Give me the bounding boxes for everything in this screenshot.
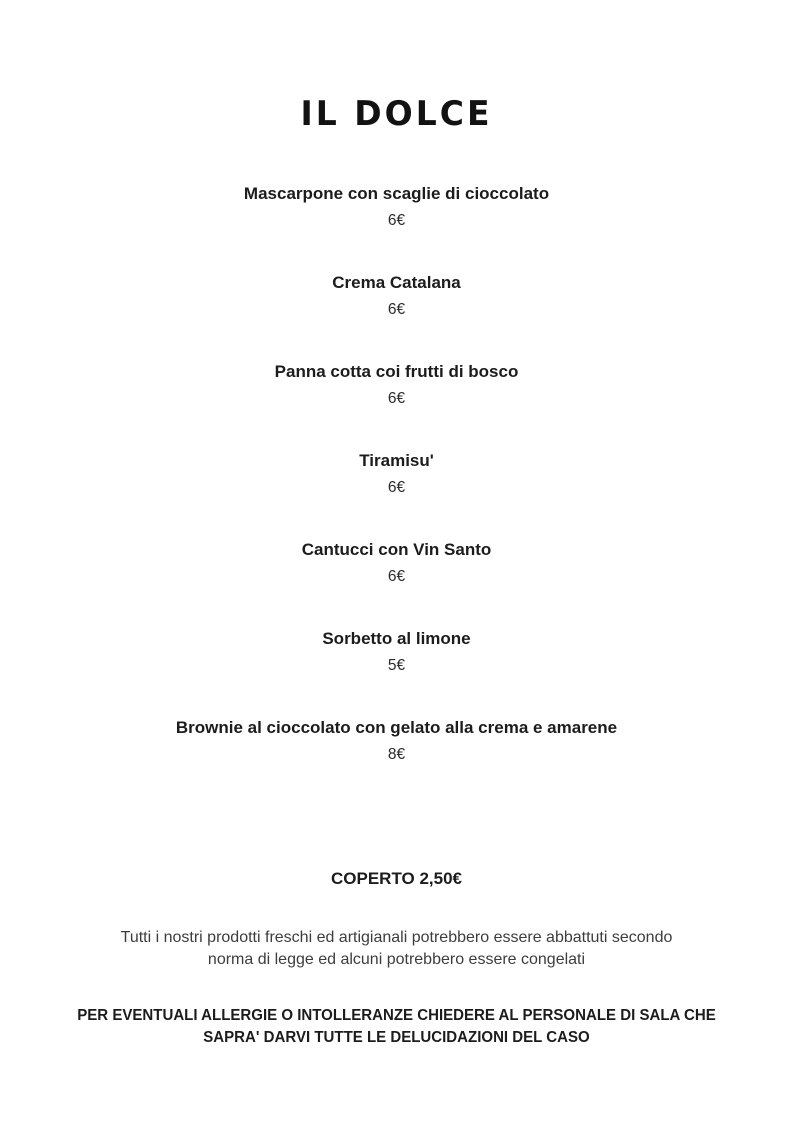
menu-item-price: 8€ (387, 746, 406, 763)
freshness-disclaimer (0, 927, 793, 971)
menu-item (0, 183, 793, 231)
menu-item (0, 717, 793, 765)
menu-item-price: 6€ (387, 212, 406, 229)
menu-item-name: Crema Catalana (332, 273, 461, 292)
page-title: IL DOLCE (300, 93, 493, 134)
menu-item-name: Tiramisu' (359, 451, 434, 470)
menu-item-price: 6€ (387, 479, 406, 496)
menu-item (0, 539, 793, 587)
disclaimer-line: norma di legge ed alcuni potrebbero essere congelati (207, 951, 586, 968)
menu-item (0, 272, 793, 320)
menu-item-name: Brownie al cioccolato con gelato alla crema e amarene (175, 718, 618, 737)
menu-item (0, 628, 793, 676)
allergy-notice (12, 1005, 781, 1049)
menu-item-name: Panna cotta coi frutti di bosco (274, 362, 519, 381)
menu-item (0, 361, 793, 409)
menu-item-name: Cantucci con Vin Santo (301, 540, 492, 559)
allergy-notice-line: SAPRA' DARVI TUTTE LE DELUCIDAZIONI DEL CASO (203, 1029, 590, 1046)
cover-charge-note: COPERTO 2,50€ (330, 869, 463, 888)
menu-item-name: Mascarpone con scaglie di cioccolato (243, 184, 550, 203)
menu-item-price: 6€ (387, 568, 406, 585)
menu-item-name: Sorbetto al limone (322, 629, 471, 648)
disclaimer-line: Tutti i nostri prodotti freschi ed artigianali potrebbero essere abbattuti secondo (120, 929, 673, 946)
menu-item (0, 450, 793, 498)
menu-item-price: 6€ (387, 301, 406, 318)
allergy-notice-line: PER EVENTUALI ALLERGIE O INTOLLERANZE CHIEDERE AL PERSONALE DI SALA CHE (77, 1007, 716, 1024)
menu-item-price: 6€ (387, 390, 406, 407)
menu-items-list (0, 183, 793, 765)
menu-item-price: 5€ (387, 657, 406, 674)
